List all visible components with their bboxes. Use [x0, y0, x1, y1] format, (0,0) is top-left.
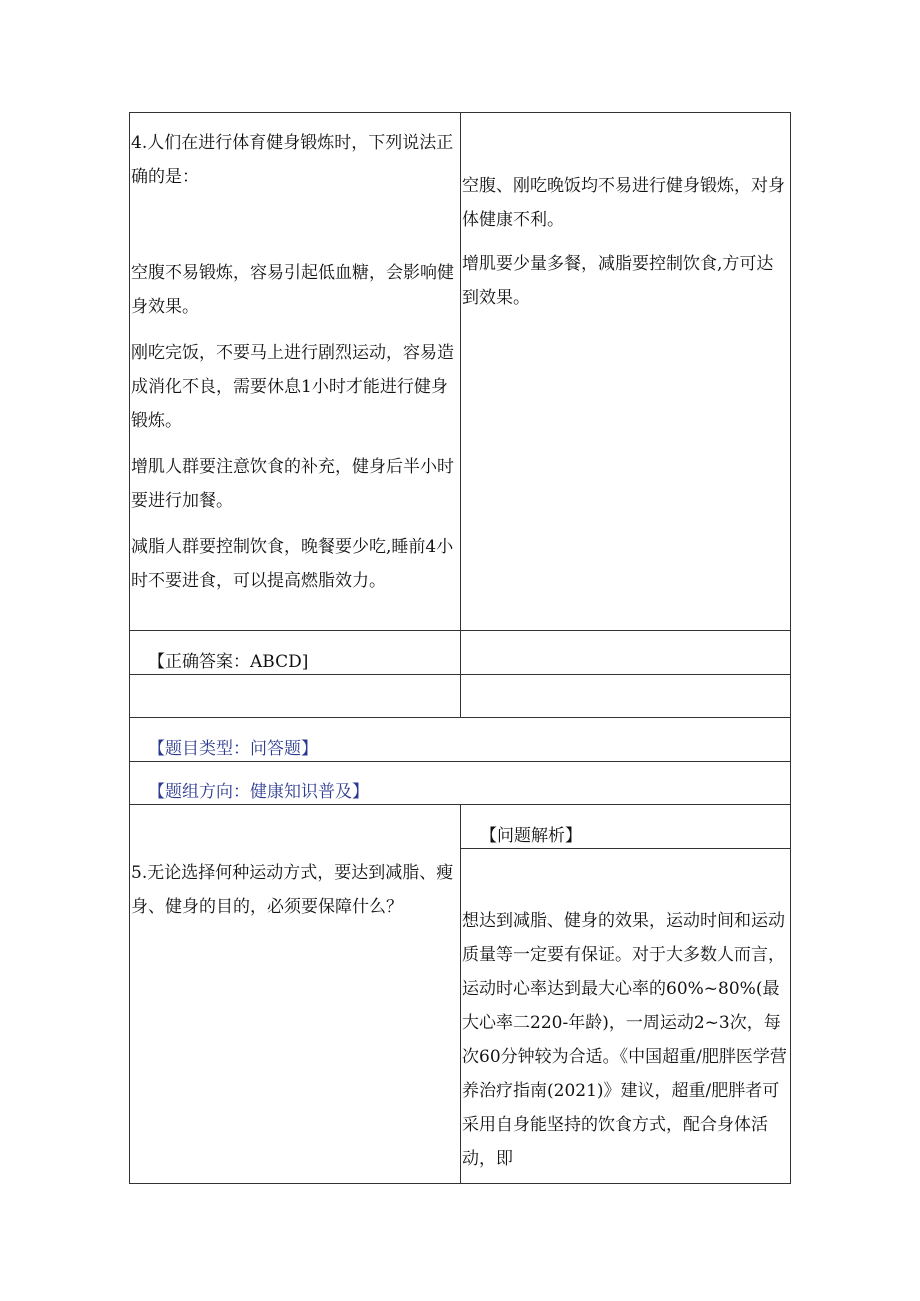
column-divider	[460, 804, 461, 1184]
q4-option-c: 增肌人群要注意饮食的补充，健身后半小时要进行加餐。	[131, 457, 454, 511]
q4-answer: 【正确答案：ABCD]	[148, 652, 309, 672]
q4-question-cell	[131, 126, 457, 598]
column-divider	[460, 112, 461, 718]
q5-question: 5.无论选择何种运动方式，要达到减脂、瘦身、健身的目的，必须要保障什么？	[131, 863, 454, 917]
q5-analysis: 想达到减脂、健身的效果，运动时间和运动质量等一定要有保证。对于大多数人而言，运动时心率达到最大心率的60%~80%(最大心率二220-年龄)，一周运动2~3次，每次60分钟较为合适。《中国超重/肥胖医学营养治疗指南(2021)》建议，超重/肥胖者可采用自身能坚持的饮食方式，配合身体活动，即	[462, 911, 787, 1169]
q5-analysis-header: 【问题解析】	[480, 826, 582, 846]
q4-option-d: 减脂人群要控制饮食，晚餐要少吃,睡前4小时不要进食，可以提高燃脂效力。	[131, 537, 454, 591]
table-border-right	[790, 112, 791, 1184]
q4-question: 4.人们在进行体育健身锻炼时，下列说法正确的是：	[131, 133, 454, 187]
question-direction: 【题组方向：健康知识普及】	[148, 782, 369, 802]
q4-analysis-cell	[462, 169, 788, 315]
table-border-left	[129, 112, 130, 1184]
q4-analysis-2: 增肌要少量多餐，减脂要控制饮食,方可达到效果。	[462, 254, 774, 308]
q4-analysis-1: 空腹、刚吃晚饭均不易进行健身锻炼，对身体健康不利。	[462, 176, 785, 230]
q4-option-a: 空腹不易锻炼，容易引起低血糖，会影响健身效果。	[131, 263, 454, 317]
q4-option-b: 刚吃完饭，不要马上进行剧烈运动，容易造成消化不良，需要休息1小时才能进行健身锻炼。	[131, 343, 454, 431]
question-type: 【题目类型：问答题】	[148, 739, 318, 759]
